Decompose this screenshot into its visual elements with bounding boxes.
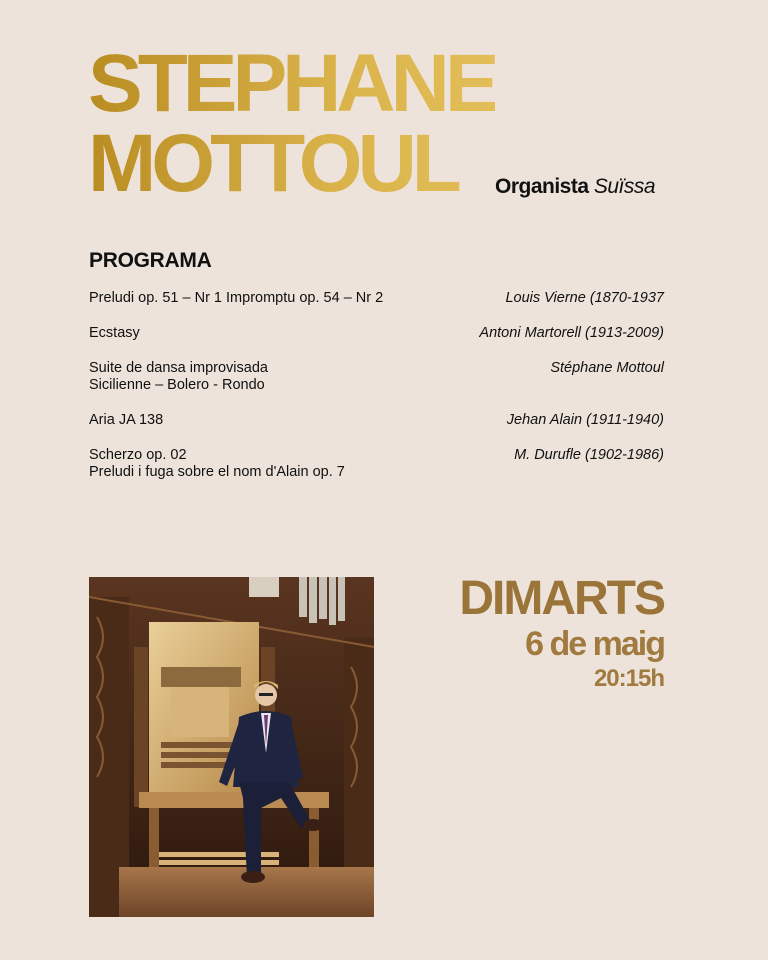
program-work (89, 325, 140, 342)
event-datetime (459, 574, 664, 694)
program-work-line: Scherzo op. 02 (89, 447, 187, 463)
program-work-line: Sicilienne – Bolero - Rondo (89, 377, 265, 393)
program-item (89, 325, 664, 342)
program-work-line: Preludi i fuga sobre el nom d'Alain op. 7 (89, 464, 345, 480)
performer-nationality: Suïssa (593, 175, 656, 198)
program-item (89, 447, 664, 481)
program-work (89, 360, 268, 394)
program-work-line: Ecstasy (89, 325, 140, 341)
program-work (89, 290, 383, 307)
program-work-line: Suite de dansa improvisada (89, 360, 268, 376)
performer-name-line2: MOTTOUL (88, 118, 457, 209)
program-item (89, 360, 664, 394)
program-work (89, 447, 345, 481)
program-composer: Louis Vierne (1870-1937 (505, 290, 664, 306)
performer-name-line1: STEPHANE (88, 38, 495, 129)
event-day: DIMARTS (459, 572, 664, 625)
performer-role: Organista (495, 175, 589, 198)
program-work-line: Preludi op. 51 – Nr 1 Impromptu op. 54 – Nr 2 (89, 290, 384, 306)
organist-photo (89, 577, 374, 917)
program-item (89, 290, 664, 307)
program-composer: Jehan Alain (1911-1940) (506, 412, 664, 428)
program-list (89, 290, 664, 499)
performer-subtitle (495, 175, 655, 199)
event-time: 20:15h (593, 665, 664, 692)
program-work (89, 412, 163, 429)
event-date: 6 de maig (525, 625, 664, 663)
program-composer: Antoni Martorell (1913-2009) (479, 325, 664, 341)
program-heading: PROGRAMA (89, 249, 212, 272)
program-work-line: Aria JA 138 (89, 412, 164, 428)
organ-illustration (89, 577, 374, 917)
program-composer: M. Durufle (1902-1986) (514, 447, 664, 463)
performer-name (88, 38, 495, 209)
program-item (89, 412, 664, 429)
program-composer: Stéphane Mottoul (550, 360, 664, 376)
